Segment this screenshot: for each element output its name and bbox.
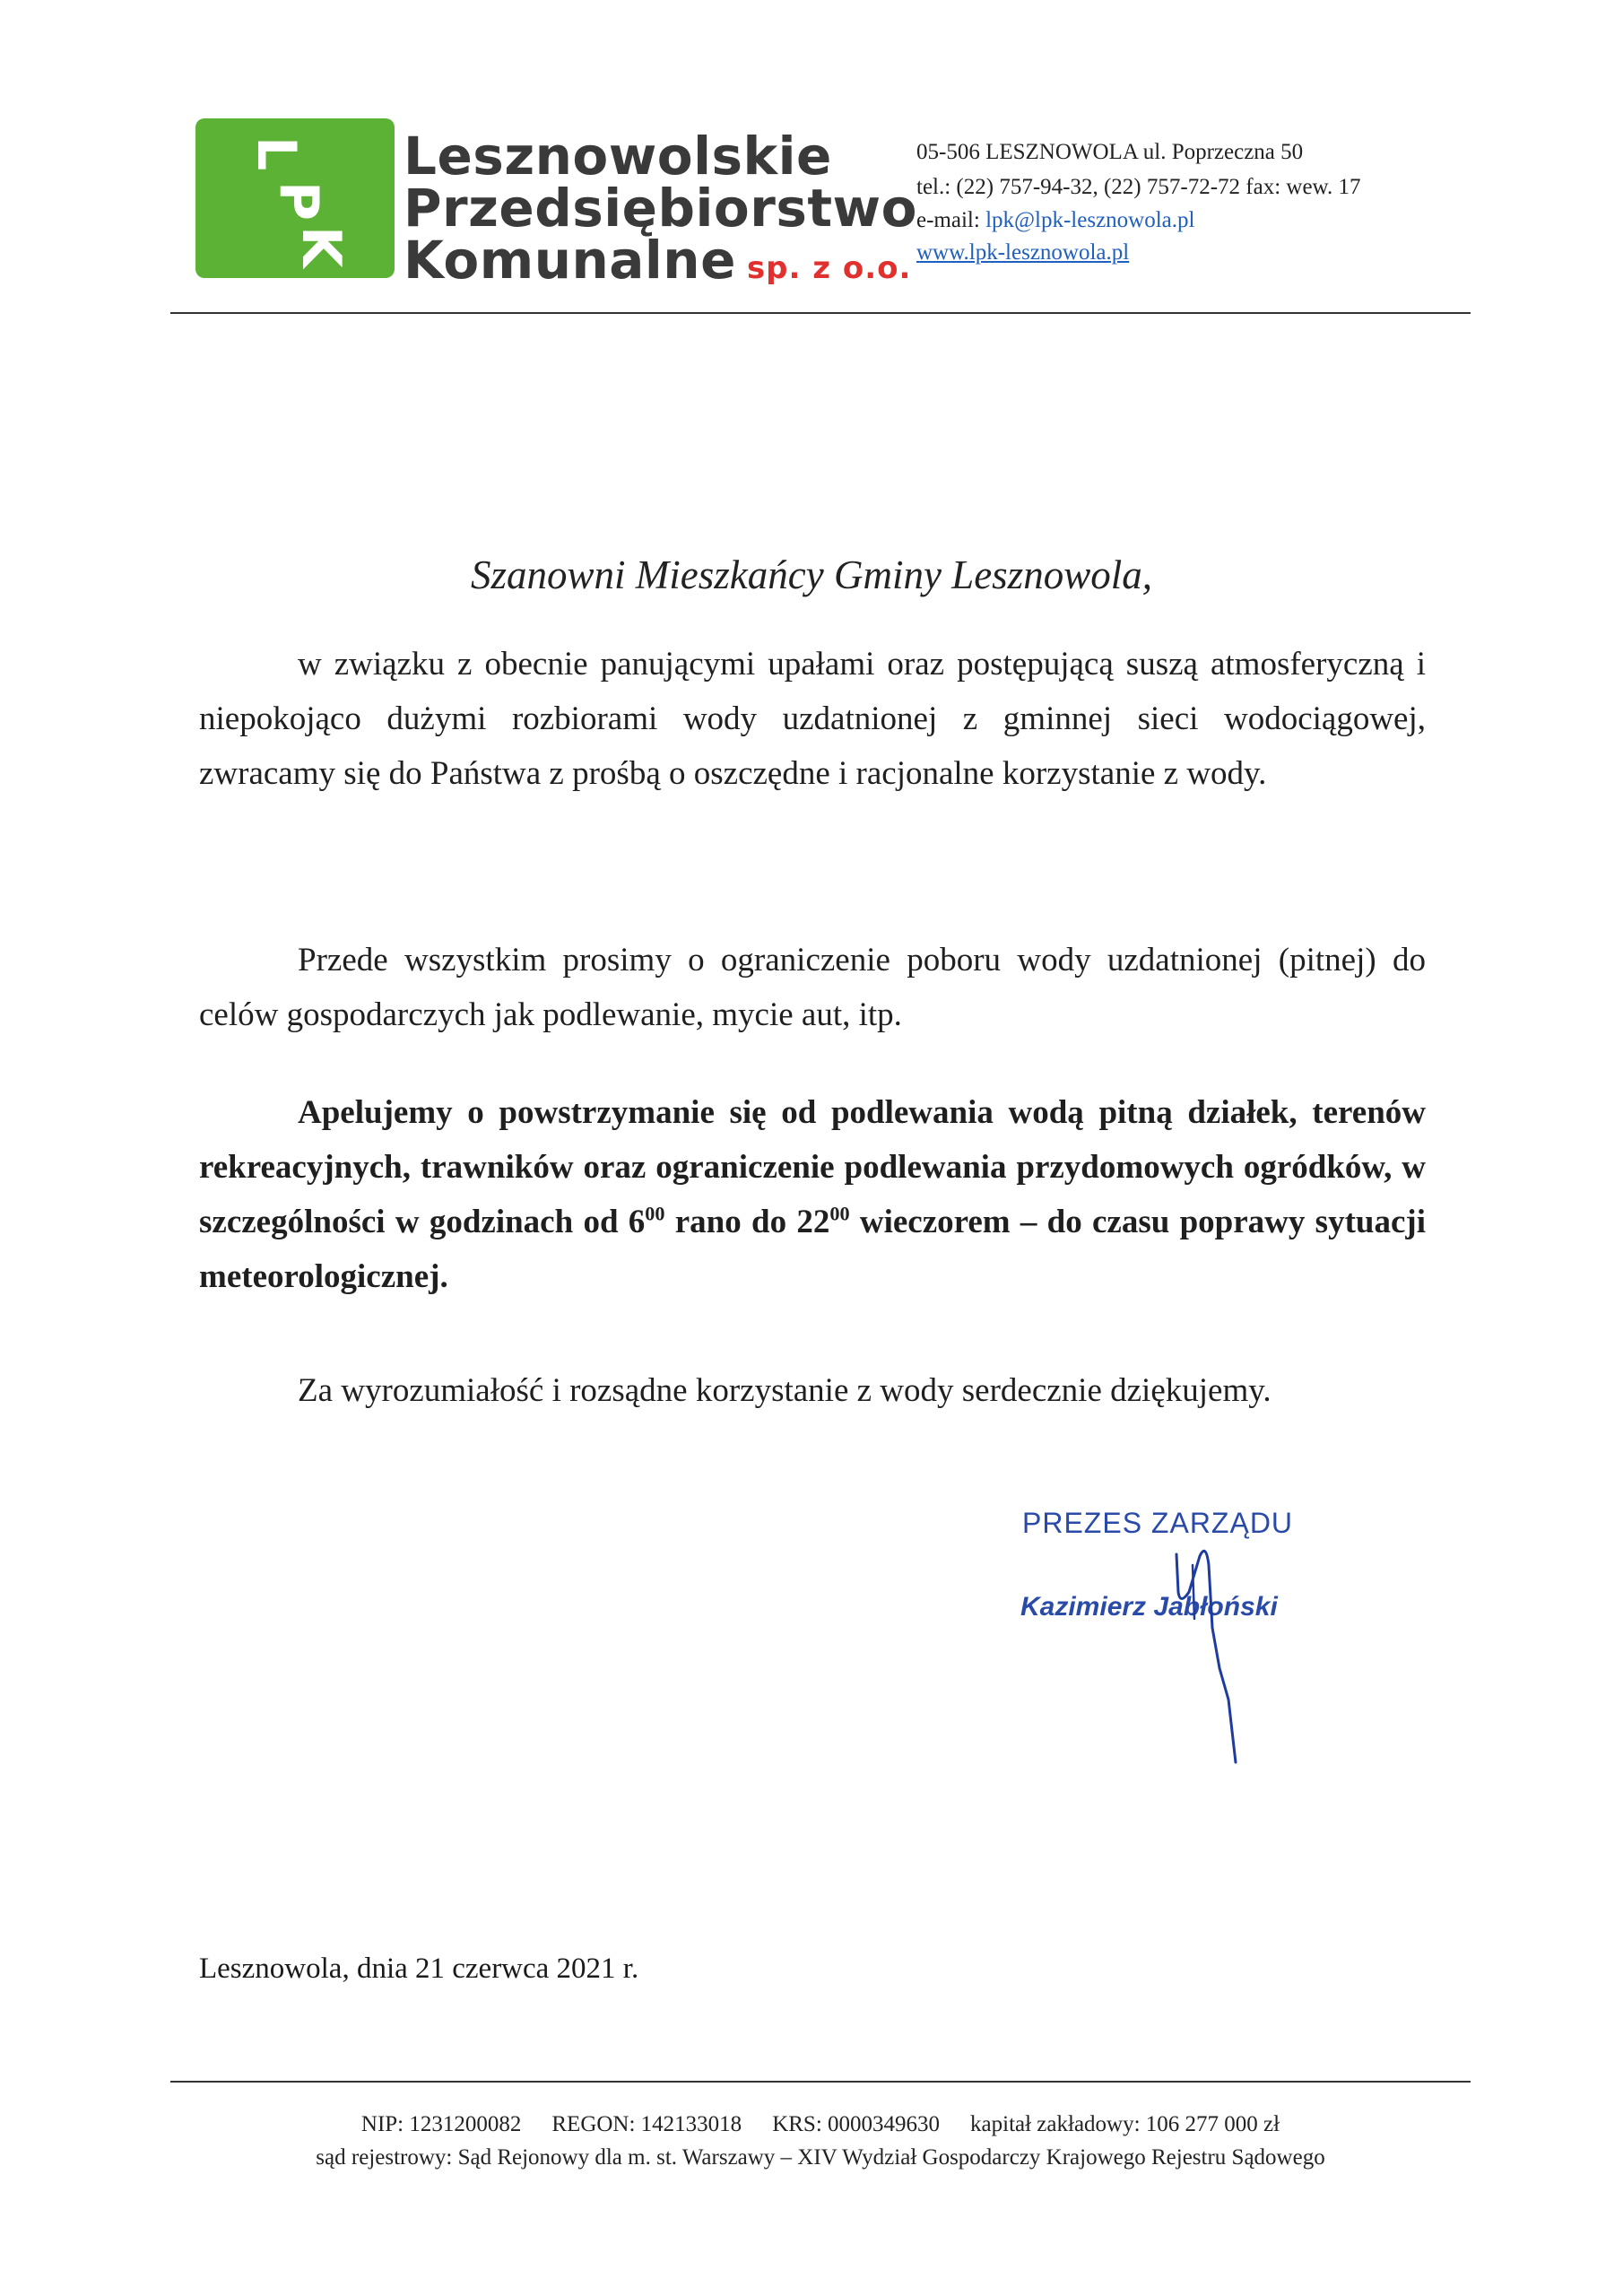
- paragraph-3-text-a: Apelujemy o powstrzymanie się od podlewania wodą pitną działek, terenów rekreacyjnych, trawników oraz ograniczenie podlewania przydomowych ogródków, w szczególności w godzinach od 6: [199, 1094, 1426, 1240]
- footer-capital: kapitał zakładowy: 106 277 000 zł: [970, 2112, 1280, 2136]
- footer-court: sąd rejestrowy: Sąd Rejonowy dla m. st. Warszawy – XIV Wydział Gospodarczy Krajowego Rejestru Sądowego: [316, 2145, 1325, 2170]
- contact-phone: tel.: (22) 757-94-32, (22) 757-72-72 fax: wew. 17: [916, 175, 1361, 199]
- paragraph-3-text-c: wieczorem – do czasu poprawy sytuacji meteorologicznej.: [199, 1204, 1426, 1295]
- logo-line-3: [404, 230, 911, 291]
- header-divider: [170, 312, 1471, 314]
- svg-text:L: L: [245, 136, 308, 171]
- letter-paragraph-3: [199, 1085, 1426, 1304]
- paragraph-3-text-b: rano do 22: [664, 1204, 830, 1240]
- signature-title: PREZES ZARZĄDU: [1022, 1507, 1294, 1539]
- contact-website-link[interactable]: www.lpk-lesznowola.pl: [916, 240, 1130, 265]
- letter-paragraph-1: w związku z obecnie panującymi upałami oraz postępującą suszą atmosferyczną i niepokojąco dużymi rozbiorami wody uzdatnionej z gminnej sieci wodociągowej, zwracamy się do Państwa z prośbą o oszczędne i racjonalne korzystanie z wody.: [199, 646, 1426, 792]
- logo-line-3-text: Komunalne: [404, 230, 736, 291]
- letter-date: Lesznowola, dnia 21 czerwca 2021 r.: [199, 1952, 639, 1985]
- footer-regon: REGON: 142133018: [551, 2112, 742, 2136]
- footer-registration-line: [170, 2112, 1471, 2137]
- contact-address: 05-506 LESZNOWOLA ul. Poprzeczna 50: [916, 140, 1304, 164]
- paragraph-3-superscript-b: 00: [829, 1202, 850, 1225]
- logo-line-2: Przedsiębiorstwo: [404, 178, 917, 239]
- contact-email-line: [916, 207, 1194, 234]
- handwritten-signature-icon: [1157, 1520, 1264, 1780]
- logo-suffix: sp. z o.o.: [746, 250, 912, 286]
- footer-krs: KRS: 0000349630: [772, 2112, 941, 2136]
- letter-salutation: Szanowni Mieszkańcy Gminy Lesznowola,: [471, 552, 1152, 597]
- footer-divider: [170, 2081, 1471, 2083]
- paragraph-3-superscript-a: 00: [645, 1202, 665, 1225]
- company-logo-badge: [195, 118, 395, 278]
- svg-text:K: K: [290, 226, 352, 268]
- lpk-logo-icon: [195, 118, 395, 278]
- signature-name: Kazimierz Jabłoński: [1020, 1592, 1278, 1622]
- contact-email-link[interactable]: lpk@lpk-lesznowola.pl: [985, 208, 1195, 232]
- footer-nip: NIP: 1231200082: [360, 2112, 522, 2136]
- logo-line-1: Lesznowolskie: [404, 126, 832, 187]
- contact-email-label: e-mail:: [916, 208, 986, 232]
- letter-paragraph-2: Przede wszystkim prosimy o ograniczenie poboru wody uzdatnionej (pitnej) do celów gospodarczych jak podlewanie, mycie aut, itp.: [199, 942, 1426, 1033]
- letter-paragraph-4: Za wyrozumiałość i rozsądne korzystanie z wody serdecznie dziękujemy.: [298, 1372, 1271, 1409]
- svg-text:P: P: [267, 181, 330, 221]
